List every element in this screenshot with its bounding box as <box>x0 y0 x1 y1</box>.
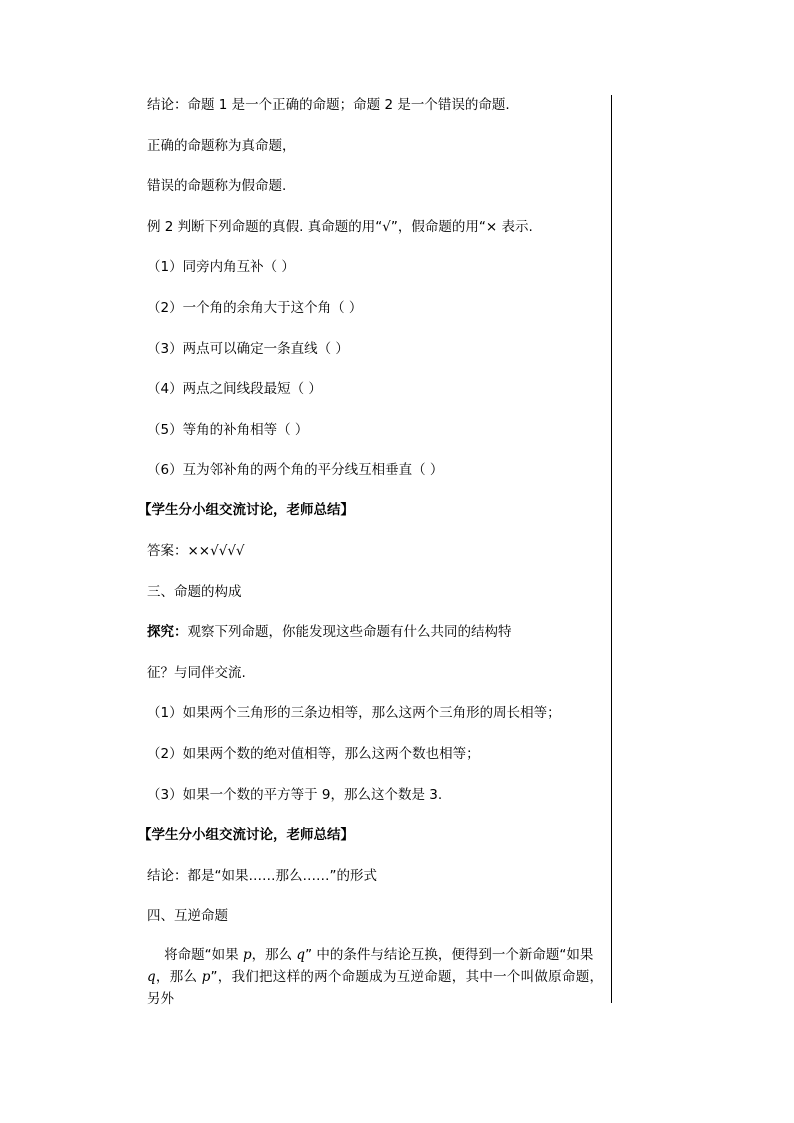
proposition-item: （1）如果两个三角形的三条边相等，那么这两个三角形的周长相等； <box>147 705 561 721</box>
judge-item: （4）两点之间线段最短（ ） <box>147 381 322 397</box>
proposition-item: （2）如果两个数的绝对值相等，那么这两个数也相等； <box>147 746 480 762</box>
explore-text: 观察下列命题，你能发现这些命题有什么共同的结构特 <box>187 624 512 640</box>
explore-line <box>147 622 512 642</box>
explore-label: 探究： <box>147 624 188 640</box>
explore-continuation: 征？与同伴交流. <box>147 665 246 681</box>
discussion-heading-2: 【学生分小组交流讨论，老师总结】 <box>138 827 354 843</box>
judge-item: （2）一个角的余角大于这个角（ ） <box>147 300 363 316</box>
judge-item: （3）两点可以确定一条直线（ ） <box>147 341 349 357</box>
discussion-heading-1: 【学生分小组交流讨论，老师总结】 <box>138 502 354 518</box>
table-right-border <box>611 95 612 1003</box>
conclusion-2: 结论：都是“如果……那么……”的形式 <box>147 868 377 884</box>
judge-item: （6）互为邻补角的两个角的平分线互相垂直（ ） <box>147 462 444 478</box>
converse-paragraph: 将命题“如果 p，那么 q” 中的条件与结论互换，便得到一个新命题“如果 q，那么 p”，我们把这样的两个命题成为互逆命题，其中一个叫做原命题，另外 <box>147 947 603 1007</box>
answer: 答案：××√√√√ <box>147 543 245 559</box>
false-proposition-definition: 错误的命题称为假命题. <box>147 178 287 194</box>
example-2: 例 2 判断下列命题的真假. 真命题的用“√”，假命题的用“× 表示. <box>147 219 533 235</box>
conclusion-1: 结论：命题 1 是一个正确的命题；命题 2 是一个错误的命题. <box>147 97 510 113</box>
judge-item: （1）同旁内角互补（ ） <box>147 259 295 275</box>
true-proposition-definition: 正确的命题称为真命题， <box>147 138 296 154</box>
section-3-heading: 三、命题的构成 <box>147 584 242 600</box>
section-4-heading: 四、互逆命题 <box>147 908 228 924</box>
judge-item: （5）等角的补角相等（ ） <box>147 422 309 438</box>
proposition-item: （3）如果一个数的平方等于 9，那么这个数是 3. <box>147 787 443 803</box>
